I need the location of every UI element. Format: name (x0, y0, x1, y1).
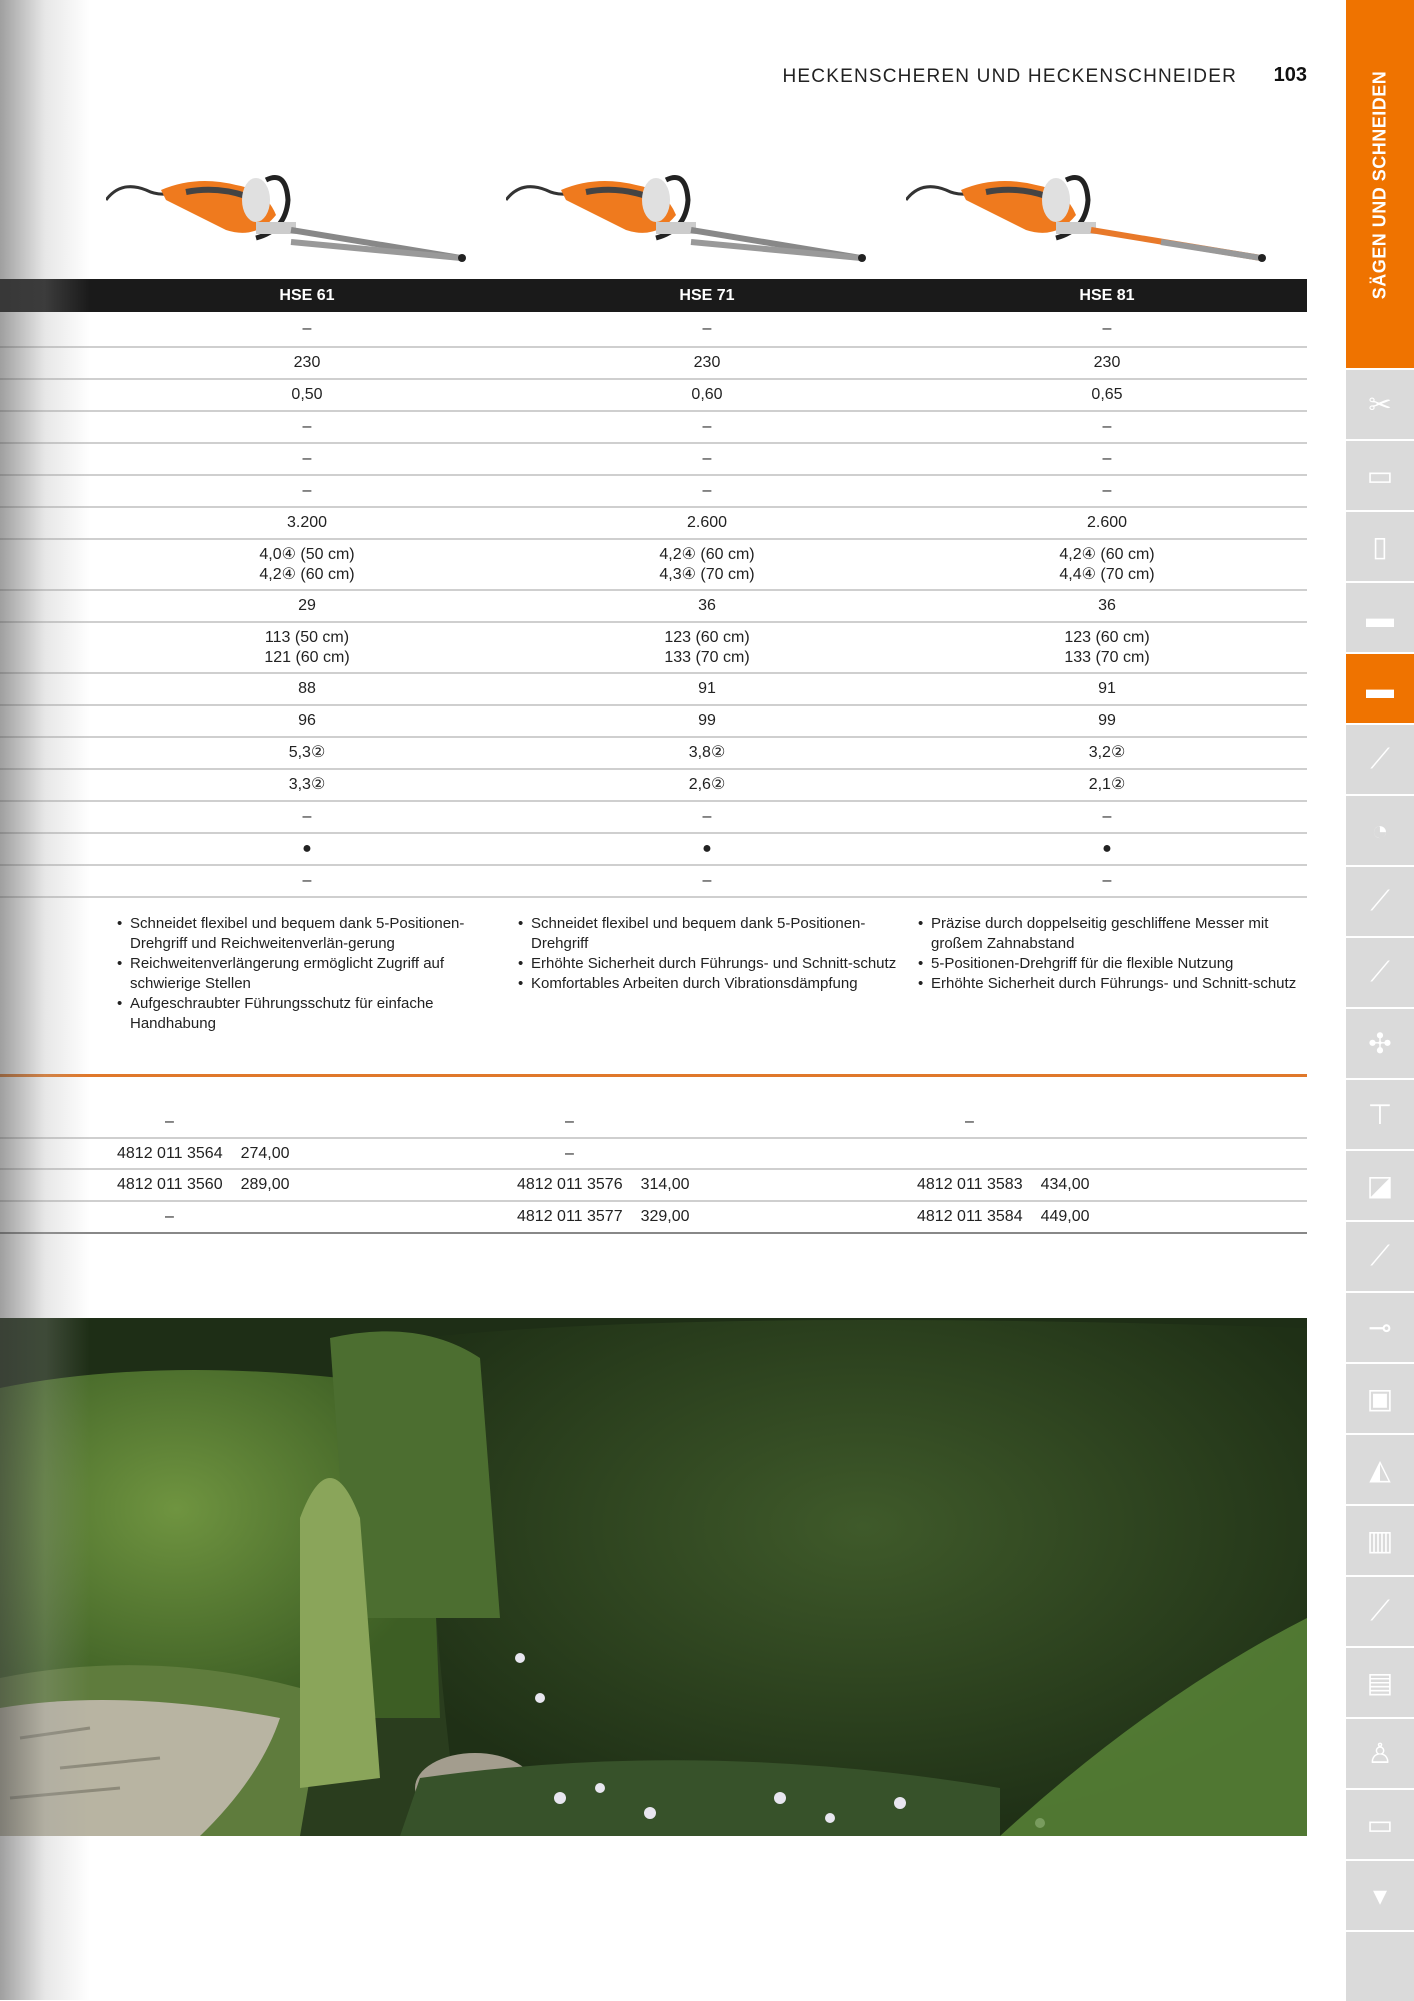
sidebar-category-tile[interactable] (1346, 1435, 1414, 1504)
cell-value: 0,50 (291, 386, 323, 403)
price-row (0, 1202, 1307, 1234)
table-cell (507, 807, 907, 827)
hedge-trimmer-icon: ▬ (1366, 672, 1394, 704)
cell-value: – (702, 320, 712, 337)
sidebar-category-tile[interactable] (1346, 867, 1414, 936)
price: 274,00 (240, 1144, 290, 1162)
cell-value: 99 (1098, 712, 1116, 729)
table-cell (907, 775, 1307, 795)
sidebar-category-tile[interactable] (1346, 1790, 1414, 1859)
cell-value: 36 (698, 597, 716, 614)
table-cell (507, 449, 907, 469)
product-name: HSE 61 (279, 286, 335, 304)
price-row (0, 1170, 1307, 1202)
table-cell (507, 839, 907, 859)
table-cell (907, 385, 1307, 405)
feature-item: • Schneidet flexibel und bequem dank 5-Positionen-Drehgriff (518, 914, 897, 954)
table-row (0, 834, 1307, 866)
cell-value: – (702, 482, 712, 499)
sidebar-category-tile[interactable] (1346, 441, 1414, 510)
price-cell (907, 1208, 1307, 1226)
table-cell (907, 353, 1307, 373)
category-sidebar (1346, 0, 1414, 2000)
cell-value: ● (302, 840, 312, 857)
price: 329,00 (640, 1208, 690, 1225)
sidebar-category-tile[interactable] (1346, 1719, 1414, 1788)
cell-value: – (702, 450, 712, 467)
toolbox-icon: ▭ (1366, 1809, 1394, 1840)
feature-list (907, 904, 1307, 1034)
feature-item: • Schneidet flexibel und bequem dank 5-Positionen-Drehgriff und Reichweitenverlän-gerung (117, 914, 497, 954)
dash: – (165, 1208, 174, 1225)
product-name: HSE 81 (1079, 286, 1135, 304)
price: 434,00 (1040, 1176, 1090, 1193)
chainsaw-icon: ▬ (1366, 601, 1394, 633)
product-image (506, 160, 906, 270)
divider (0, 1074, 1307, 1077)
feature-item: • 5-Positionen-Drehgriff für die flexible Nutzung (918, 954, 1297, 974)
table-cell (507, 417, 907, 437)
cell-value-2: 133 (70 cm) (1064, 648, 1150, 666)
article-number: 4812 011 3560 (117, 1176, 223, 1193)
table-cell (907, 679, 1307, 699)
table-cell (507, 711, 907, 731)
table-cell (507, 775, 907, 795)
price-row (0, 1107, 1307, 1139)
table-cell (507, 353, 907, 373)
cell-value: ● (702, 840, 712, 857)
table-row (0, 802, 1307, 834)
sidebar-section-label: SÄGEN UND SCHNEIDEN (1369, 70, 1390, 300)
cell-value-2: 133 (70 cm) (664, 648, 750, 666)
table-cell (907, 596, 1307, 616)
cell-value: – (302, 418, 312, 435)
table-row (0, 706, 1307, 738)
price-cell (107, 1145, 507, 1163)
table-cell (107, 319, 507, 339)
cell-value: – (702, 808, 712, 825)
table-cell (107, 481, 507, 501)
price: 314,00 (640, 1176, 690, 1193)
table-cell (507, 545, 907, 585)
pole-trimmer-icon: ⟋ (1370, 1240, 1390, 1271)
battery-icon: ▭ (1366, 460, 1394, 491)
article-number: 4812 011 3564 (117, 1144, 223, 1162)
sidebar-category-tile[interactable] (1346, 1506, 1414, 1575)
tablet-icon: ▯ (1372, 531, 1388, 562)
cell-value: 5,3② (288, 744, 326, 761)
cell-value: 96 (298, 712, 316, 729)
cell-value: 99 (698, 712, 716, 729)
table-cell (907, 807, 1307, 827)
table-row (0, 738, 1307, 770)
table-cell (107, 711, 507, 731)
sidebar-category-tile[interactable] (1346, 796, 1414, 865)
price-cell (907, 1176, 1307, 1194)
table-row (0, 412, 1307, 444)
cell-value: 36 (1098, 597, 1116, 614)
section-title: HECKENSCHEREN UND HECKENSCHNEIDER (782, 66, 1237, 87)
spec-table (0, 279, 1307, 898)
sidebar-category-tile[interactable] (1346, 938, 1414, 1007)
sidebar-category-tile[interactable] (1346, 1364, 1414, 1433)
cell-value: – (1102, 320, 1112, 337)
table-cell (507, 743, 907, 763)
table-cell (107, 449, 507, 469)
cell-value-2: 121 (60 cm) (264, 648, 350, 666)
cell-value: – (302, 482, 312, 499)
shirt-icon: ▾ (1372, 1880, 1388, 1911)
table-row (0, 674, 1307, 706)
lawn-mower-icon: ⟋ (1370, 885, 1390, 916)
table-cell (907, 839, 1307, 859)
generator-icon: ▣ (1366, 1383, 1394, 1414)
article-number: 4812 011 3583 (917, 1176, 1023, 1193)
tools-icon: ✂ (1368, 389, 1392, 420)
table-cell (107, 353, 507, 373)
product-image (106, 160, 506, 270)
cell-value: 113 (50 cm) (264, 628, 350, 646)
cell-value: 4,0④ (50 cm) (259, 545, 355, 563)
dash: – (565, 1144, 574, 1162)
cell-value: 3,2② (1088, 744, 1126, 761)
sidebar-category-tile[interactable] (1346, 1293, 1414, 1362)
price-cell (107, 1208, 507, 1226)
feature-item: • Aufgeschraubter Führungsschutz für einfache Handhabung (117, 994, 497, 1034)
table-cell (907, 628, 1307, 668)
sidebar-category-tile[interactable] (1346, 370, 1414, 439)
table-cell (907, 481, 1307, 501)
earth-auger-icon: ⊤ (1367, 1099, 1393, 1130)
cell-value: 3.200 (286, 514, 328, 531)
price-cell (507, 1113, 907, 1131)
hedge-photo (0, 1318, 1307, 1836)
feature-item: • Präzise durch doppelseitig geschliffene Messer mit großem Zahnabstand (918, 914, 1297, 954)
sidebar-category-tile[interactable] (1346, 1932, 1414, 2001)
price-cell (907, 1113, 1307, 1131)
cell-value: 230 (293, 354, 321, 371)
sidebar-category-tile[interactable] (1346, 583, 1414, 652)
article-number: 4812 011 3577 (517, 1208, 623, 1225)
table-row (0, 508, 1307, 540)
table-row (0, 540, 1307, 591)
jacket-icon: ▥ (1366, 1525, 1394, 1556)
table-cell (507, 628, 907, 668)
table-row (0, 348, 1307, 380)
table-cell (907, 319, 1307, 339)
dash: – (965, 1113, 974, 1130)
cell-value: 123 (60 cm) (664, 628, 750, 646)
table-cell (507, 679, 907, 699)
cell-value: – (702, 872, 712, 889)
price: 289,00 (240, 1176, 290, 1193)
combi-tool-icon: ✣ (1368, 1028, 1392, 1059)
table-row (0, 444, 1307, 476)
cell-value: – (1102, 450, 1112, 467)
cell-value: – (1102, 482, 1112, 499)
sidebar-category-tile[interactable] (1346, 1222, 1414, 1291)
price-cell (507, 1176, 907, 1194)
axe-icon: ⟋ (1370, 1595, 1390, 1626)
table-cell (907, 513, 1307, 533)
cell-value: 4,2④ (60 cm) (1059, 545, 1155, 563)
table-cell (107, 775, 507, 795)
feature-item: • Komfortables Arbeiten durch Vibrationsdämpfung (518, 974, 897, 994)
feature-lists (0, 904, 1307, 1034)
cell-value: 29 (298, 597, 316, 614)
cell-value: 91 (1098, 680, 1116, 697)
feature-list (0, 904, 507, 1034)
table-cell (907, 743, 1307, 763)
sidebar-category-tile[interactable] (1346, 725, 1414, 794)
cell-value: 91 (698, 680, 716, 697)
table-cell (107, 513, 507, 533)
table-cell (507, 385, 907, 405)
feature-list (507, 904, 907, 1034)
table-cell (107, 417, 507, 437)
feature-item: • Erhöhte Sicherheit durch Führungs- und Schnitt-schutz (518, 954, 897, 974)
dash: – (565, 1113, 574, 1130)
cell-value: – (1102, 418, 1112, 435)
table-cell (507, 481, 907, 501)
dash: – (165, 1113, 174, 1130)
spray-bottle-icon: ♙ (1367, 1738, 1393, 1769)
table-cell (107, 871, 507, 891)
table-cell (507, 871, 907, 891)
price-cell (507, 1145, 907, 1163)
sidebar-category-tile[interactable] (1346, 654, 1414, 723)
brushcutter-icon: ⟋ (1370, 956, 1390, 987)
cell-value: – (302, 872, 312, 889)
cell-value: 2,6② (688, 776, 726, 793)
cell-value: – (302, 450, 312, 467)
table-cell (507, 596, 907, 616)
cell-value: 3,8② (688, 744, 726, 761)
sidebar-category-tile[interactable] (1346, 1080, 1414, 1149)
cell-value: 2.600 (1086, 514, 1128, 531)
sprayer-icon: ⊸ (1368, 1312, 1392, 1343)
sidebar-category-tile[interactable] (1346, 1009, 1414, 1078)
cell-value: – (302, 808, 312, 825)
cell-value-2: 4,3④ (70 cm) (659, 565, 755, 583)
cell-value: – (302, 320, 312, 337)
table-row (0, 770, 1307, 802)
product-image (906, 160, 1306, 270)
blower-icon: ◔ (1371, 814, 1389, 846)
table-cell (107, 385, 507, 405)
sidebar-category-tile[interactable] (1346, 1151, 1414, 1220)
cell-value-2: 4,4④ (70 cm) (1059, 565, 1155, 583)
table-row (0, 866, 1307, 898)
table-row (0, 591, 1307, 623)
table-cell (107, 628, 507, 668)
table-cell (907, 417, 1307, 437)
table-cell (507, 319, 907, 339)
table-row (0, 476, 1307, 508)
article-number: 4812 011 3584 (917, 1208, 1023, 1225)
feature-item: • Reichweitenverlängerung ermöglicht Zugriff auf schwierige Stellen (117, 954, 497, 994)
cell-value: – (1102, 808, 1112, 825)
table-cell (107, 743, 507, 763)
table-cell (907, 449, 1307, 469)
product-name: HSE 71 (679, 286, 735, 304)
feature-item: • Erhöhte Sicherheit durch Führungs- und Schnitt-schutz (918, 974, 1297, 994)
table-cell (907, 871, 1307, 891)
cell-value: ● (1102, 840, 1112, 857)
table-row (0, 380, 1307, 412)
cell-value: 88 (298, 680, 316, 697)
table-cell (107, 596, 507, 616)
cell-value: – (1102, 872, 1112, 889)
page-number: 103 (1273, 64, 1307, 86)
cell-value: 4,2④ (60 cm) (659, 545, 755, 563)
cell-value: 230 (1093, 354, 1121, 371)
cell-value: 2,1② (1088, 776, 1126, 793)
cell-value: 0,65 (1091, 386, 1123, 403)
cut-off-saw-icon: ◪ (1366, 1170, 1394, 1201)
table-cell (507, 513, 907, 533)
sidebar-category-tile[interactable] (1346, 1861, 1414, 1930)
table-row (0, 312, 1307, 348)
cell-value: 0,60 (691, 386, 723, 403)
table-cell (907, 545, 1307, 585)
sidebar-category-tile[interactable] (1346, 1577, 1414, 1646)
robot-mower-icon: ◭ (1369, 1454, 1391, 1485)
pole-pruner-icon: ⟋ (1370, 743, 1390, 774)
sidebar-section-tab[interactable] (1346, 0, 1414, 368)
table-cell (107, 679, 507, 699)
price-cell (107, 1113, 507, 1131)
cell-value-2: 4,2④ (60 cm) (259, 565, 355, 583)
sidebar-category-tile[interactable] (1346, 1648, 1414, 1717)
table-cell (107, 807, 507, 827)
cell-value: – (702, 418, 712, 435)
table-header (0, 279, 1307, 312)
price-cell (507, 1208, 907, 1226)
case-icon: ▤ (1366, 1667, 1394, 1698)
table-cell (107, 839, 507, 859)
article-number: 4812 011 3576 (517, 1176, 623, 1193)
cell-value: 3,3② (288, 776, 326, 793)
table-cell (907, 711, 1307, 731)
table-row (0, 623, 1307, 674)
table-cell (107, 545, 507, 585)
cell-value: 2.600 (686, 514, 728, 531)
price-cell (107, 1176, 507, 1194)
price: 449,00 (1040, 1208, 1090, 1225)
price-row (0, 1139, 1307, 1170)
cell-value: 123 (60 cm) (1064, 628, 1150, 646)
sidebar-category-tile[interactable] (1346, 512, 1414, 581)
cell-value: 230 (693, 354, 721, 371)
